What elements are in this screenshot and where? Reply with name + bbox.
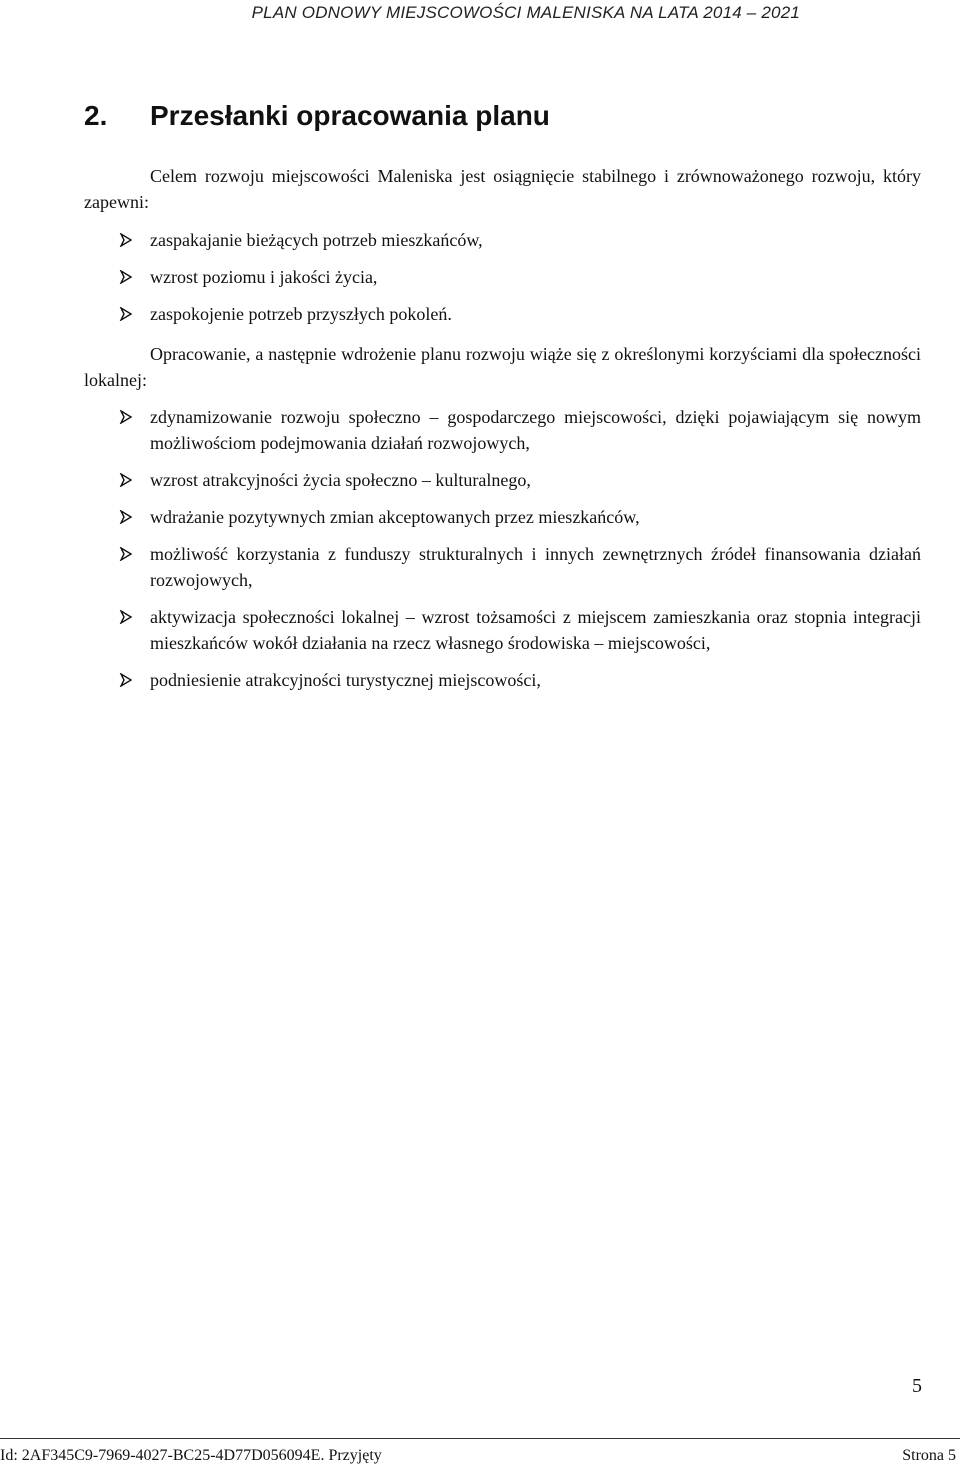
section-title: Przesłanki opracowania planu: [150, 100, 550, 131]
benefit-item: [0, 504, 921, 530]
arrowhead-bullet-icon: [119, 270, 133, 284]
goal-text: zaspokojenie potrzeb przyszłych pokoleń.: [150, 304, 452, 324]
benefit-text: wdrażanie pozytywnych zmian akceptowanych przez mieszkańców,: [150, 507, 640, 527]
goal-item: [0, 301, 921, 327]
goal-text: zaspakajanie bieżących potrzeb mieszkańców,: [150, 230, 483, 250]
arrowhead-bullet-icon: [119, 307, 133, 321]
intro-paragraph: Celem rozwoju miejscowości Maleniska jest osiągnięcie stabilnego i zrównoważonego rozwoju, który zapewni:: [84, 166, 921, 212]
arrowhead-bullet-icon: [119, 610, 133, 624]
arrowhead-bullet-icon: [119, 547, 133, 561]
footer-divider: [0, 1438, 960, 1439]
page-number: 5: [912, 1375, 922, 1397]
benefit-text: podniesienie atrakcyjności turystycznej miejscowości,: [150, 670, 541, 690]
benefit-text: możliwość korzystania z funduszy strukturalnych i innych zewnętrznych źródeł finansowania działań rozwojowych,: [150, 544, 921, 590]
benefit-item: [0, 467, 921, 493]
goal-item: [0, 264, 921, 290]
benefit-item: [0, 667, 921, 693]
goal-item: [0, 227, 921, 253]
section-heading: [84, 100, 550, 132]
arrowhead-bullet-icon: [119, 673, 133, 687]
footer-page-label: Strona 5: [902, 1447, 956, 1464]
benefit-item: [0, 541, 921, 593]
arrowhead-bullet-icon: [119, 410, 133, 424]
benefit-text: zdynamizowanie rozwoju społeczno – gospodarczego miejscowości, dzięki pojawiającym się nowym możliwościom podejmowania działań rozwojowych,: [150, 407, 921, 453]
benefit-text: aktywizacja społeczności lokalnej – wzrost tożsamości z miejscem zamieszkania oraz stopnia integracji mieszkańców wokół działania na rzecz własnego środowiska – miejscowości,: [150, 607, 921, 653]
benefits-list: [0, 404, 960, 704]
arrowhead-bullet-icon: [119, 233, 133, 247]
arrowhead-bullet-icon: [119, 510, 133, 524]
arrowhead-bullet-icon: [119, 473, 133, 487]
section-number: 2.: [84, 100, 108, 131]
goals-list: [0, 227, 960, 338]
benefits-paragraph: Opracowanie, a następnie wdrożenie planu rozwoju wiąże się z określonymi korzyściami dla społeczności lokalnej:: [84, 344, 921, 390]
benefit-text: wzrost atrakcyjności życia społeczno – kulturalnego,: [150, 470, 531, 490]
running-header: PLAN ODNOWY MIEJSCOWOŚCI MALENISKA NA LATA 2014 – 2021: [251, 3, 800, 22]
document-id: Id: 2AF345C9-7969-4027-BC25-4D77D056094E. Przyjęty: [0, 1447, 382, 1464]
goal-text: wzrost poziomu i jakości życia,: [150, 267, 378, 287]
benefit-item: [0, 604, 921, 656]
benefit-item: [0, 404, 921, 456]
